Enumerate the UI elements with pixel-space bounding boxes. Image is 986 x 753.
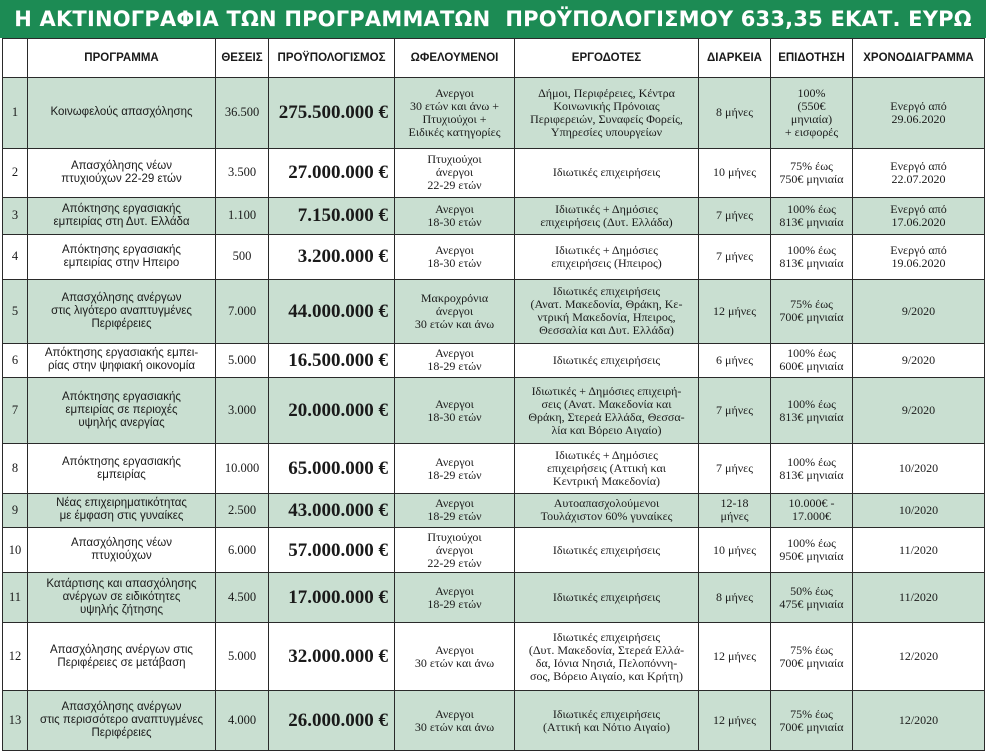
row-number-text: 1	[11, 105, 19, 120]
row-number-text: 6	[11, 352, 19, 367]
duration-value	[699, 622, 771, 690]
program-name-text: Απόκτησης εργασιακής εμπειρίας στην Ηπειρο	[62, 243, 181, 269]
employers-value-text: Ιδιωτικές + Δημόσιες επιχειρή- σεις (Ανατ. Μακεδονία και Θράκη, Στερεά Ελλάδα, Θεσσα- λία και Βόρειο Αιγαίο)	[528, 383, 685, 437]
table-row	[3, 622, 985, 690]
duration-value-text: 8 μήνες	[716, 590, 753, 605]
schedule-value	[853, 148, 985, 198]
positions-value	[216, 691, 269, 751]
program-name-text: Απασχόλησης νέων πτυχιούχων	[70, 537, 173, 563]
schedule-value	[853, 573, 985, 623]
positions-value-text: 4.000	[227, 713, 257, 728]
subsidy-value	[771, 343, 853, 377]
row-number	[3, 378, 28, 444]
beneficiaries-value-text: Ανεργοι 30 ετών και άνω	[414, 642, 495, 670]
employers-value	[515, 148, 699, 198]
schedule-value-text: 12/2020	[898, 713, 939, 728]
beneficiaries-value	[395, 622, 515, 690]
row-number	[3, 234, 28, 279]
schedule-value-text: Ενεργό από 22.07.2020	[890, 158, 947, 186]
row-number	[3, 622, 28, 690]
schedule-value	[853, 343, 985, 377]
subsidy-value-text: 50% έως 475€ μηνιαία	[779, 583, 844, 611]
subsidy-value	[771, 279, 853, 343]
beneficiaries-value-text: Πτυχιούχοι άνεργοι 22-29 ετών	[427, 152, 482, 193]
positions-value	[216, 148, 269, 198]
program-name-text: Απασχόλησης ανέργων στις Περιφέρειες σε μετάβαση	[50, 643, 193, 669]
employers-value-text: Ιδιωτικές + Δημόσιες επιχειρήσεις (Ηπειρος)	[551, 242, 662, 270]
subsidy-value	[771, 573, 853, 623]
budget-value	[269, 234, 395, 279]
beneficiaries-value-text: Μακροχρόνια άνεργοι 30 ετών και άνω	[414, 290, 495, 331]
duration-value-text: 10 μήνες	[713, 165, 756, 180]
program-name-text: Απασχόλησης ανέργων στις περισσότερο αναπτυγμένες Περιφέρειες	[39, 701, 204, 740]
beneficiaries-value	[395, 279, 515, 343]
budget-value-text: 275.500.000 €	[278, 102, 388, 124]
schedule-value-text: 9/2020	[901, 352, 936, 367]
subsidy-value	[771, 378, 853, 444]
duration-value	[699, 444, 771, 494]
subsidy-value-text: 75% έως 700€ μηνιαία	[779, 706, 844, 734]
program-name	[28, 378, 216, 444]
program-name	[28, 78, 216, 149]
beneficiaries-value-text: Πτυχιούχοι άνεργοι 22-29 ετών	[427, 529, 482, 570]
program-name-text: Απόκτησης εργασιακής εμπειρίας στη Δυτ. Ελλάδα	[53, 202, 190, 228]
duration-value	[699, 573, 771, 623]
subsidy-value	[771, 528, 853, 573]
header-subsidy: ΕΠΙΔΟΤΗΣΗ	[771, 39, 853, 78]
beneficiaries-value-text: Ανεργοι 18-29 ετών	[427, 583, 482, 611]
row-number	[3, 691, 28, 751]
header-schedule: ΧΡΟΝΟΔΙΑΓΡΑΜΜΑ	[853, 39, 985, 78]
employers-value	[515, 343, 699, 377]
duration-value	[699, 234, 771, 279]
beneficiaries-value	[395, 573, 515, 623]
budget-value-text: 43.000.000 €	[288, 499, 388, 521]
positions-value-text: 500	[232, 249, 252, 264]
subsidy-value-text: 75% έως 700€ μηνιαία	[779, 297, 844, 325]
employers-value	[515, 493, 699, 527]
duration-value	[699, 78, 771, 149]
subsidy-value-text: 100% έως 813€ μηνιαία	[779, 454, 844, 482]
budget-value-text: 27.000.000 €	[288, 162, 388, 184]
row-number-text: 12	[8, 649, 22, 664]
row-number-text: 2	[11, 165, 19, 180]
subsidy-value-text: 100% έως 950€ μηνιαία	[779, 536, 844, 564]
employers-value-text: Ιδιωτικές επιχειρήσεις (Δυτ. Μακεδονία, Στερεά Ελλά- δα, Ιόνια Νησιά, Πελοπόννη- σος, Βόρειο Αιγαίο, και Κρήτη)	[528, 629, 685, 683]
duration-value	[699, 691, 771, 751]
positions-value	[216, 78, 269, 149]
employers-value	[515, 622, 699, 690]
budget-value	[269, 444, 395, 494]
schedule-value-text: Ενεργό από 17.06.2020	[890, 201, 947, 229]
schedule-value-text: 9/2020	[901, 403, 936, 418]
budget-value	[269, 343, 395, 377]
row-number-text: 11	[8, 590, 22, 605]
header-positions: ΘΕΣΕΙΣ	[216, 39, 269, 78]
schedule-value-text: 12/2020	[898, 649, 939, 664]
table-row	[3, 148, 985, 198]
program-name-text: Απασχόλησης ανέργων στις λιγότερο αναπτυγμένες Περιφέρειες	[51, 291, 192, 330]
duration-value	[699, 378, 771, 444]
schedule-value-text: 10/2020	[898, 461, 939, 476]
duration-value	[699, 279, 771, 343]
positions-value	[216, 198, 269, 234]
beneficiaries-value	[395, 444, 515, 494]
table-row	[3, 234, 985, 279]
table-row	[3, 78, 985, 149]
positions-value-text: 1.100	[227, 208, 257, 223]
beneficiaries-value-text: Ανεργοι 18-30 ετών	[427, 396, 482, 424]
budget-value	[269, 279, 395, 343]
positions-value-text: 3.500	[227, 165, 257, 180]
beneficiaries-value	[395, 528, 515, 573]
page-title: Η ΑΚΤΙΝΟΓΡΑΦΙΑ ΤΩΝ ΠΡΟΓΡΑΜΜΑΤΩΝ ΠΡΟΫΠΟΛΟΓΙΣΜΟΥ 633,35 ΕΚΑΤ. ΕΥΡΩ	[0, 0, 986, 38]
employers-value-text: Δήμοι, Περιφέρειες, Κέντρα Κοινωνικής Πρόνοιας Περιφερειών, Συναφείς Φορείς, Υπηρεσίες υπουργείων	[530, 85, 683, 139]
row-number	[3, 279, 28, 343]
budget-value-text: 20.000.000 €	[288, 400, 388, 422]
budget-value	[269, 691, 395, 751]
row-number	[3, 444, 28, 494]
program-name-text: Κατάρτισης και απασχόλησης ανέργων σε ειδικότητες υψηλής ζήτησης	[46, 578, 197, 617]
table-row	[3, 691, 985, 751]
employers-value	[515, 528, 699, 573]
duration-value-text: 12 μήνες	[713, 649, 756, 664]
row-number-text: 9	[11, 502, 19, 517]
beneficiaries-value-text: Ανεργοι 18-29 ετών	[427, 454, 482, 482]
row-number-text: 5	[11, 303, 19, 318]
schedule-value	[853, 493, 985, 527]
row-number-text: 13	[8, 713, 22, 728]
duration-value	[699, 148, 771, 198]
budget-value-text: 44.000.000 €	[288, 300, 388, 322]
header-program: ΠΡΟΓΡΑΜΜΑ	[28, 39, 216, 78]
row-number-text: 7	[11, 403, 19, 418]
beneficiaries-value-text: Ανεργοι 30 ετών και άνω + Πτυχιούχοι + Ειδικές κατηγορίες	[408, 85, 501, 139]
program-name	[28, 573, 216, 623]
positions-value-text: 4.500	[227, 590, 257, 605]
budget-value	[269, 378, 395, 444]
row-number	[3, 343, 28, 377]
positions-value	[216, 378, 269, 444]
positions-value-text: 10.000	[224, 461, 260, 476]
schedule-value	[853, 234, 985, 279]
header-budget: ΠΡΟΫΠΟΛΟΓΙΣΜΟΣ	[269, 39, 395, 78]
table-header-row	[3, 39, 985, 78]
duration-value-text: 12 μήνες	[713, 713, 756, 728]
program-name-text: Απασχόλησης νέων πτυχιούχων 22-29 ετών	[61, 159, 182, 185]
table-row	[3, 378, 985, 444]
duration-value-text: 8 μήνες	[716, 105, 753, 120]
row-number-text: 8	[11, 461, 19, 476]
budget-value-text: 17.000.000 €	[288, 587, 388, 609]
subsidy-value-text: 10.000€ - 17.000€	[788, 496, 835, 524]
budget-value-text: 7.150.000 €	[297, 205, 388, 227]
schedule-value-text: Ενεργό από 29.06.2020	[890, 98, 947, 126]
subsidy-value-text: 100% έως 813€ μηνιαία	[779, 396, 844, 424]
positions-value	[216, 343, 269, 377]
schedule-value	[853, 198, 985, 234]
header-number	[3, 39, 28, 78]
employers-value-text: Ιδιωτικές επιχειρήσεις	[552, 165, 661, 180]
positions-value	[216, 573, 269, 623]
subsidy-value-text: 100% έως 813€ μηνιαία	[779, 242, 844, 270]
subsidy-value	[771, 444, 853, 494]
schedule-value-text: 11/2020	[899, 542, 938, 557]
duration-value-text: 7 μήνες	[716, 461, 753, 476]
budget-value	[269, 78, 395, 149]
program-name	[28, 528, 216, 573]
positions-value	[216, 622, 269, 690]
duration-value-text: 7 μήνες	[716, 403, 753, 418]
beneficiaries-value	[395, 493, 515, 527]
subsidy-value	[771, 78, 853, 149]
beneficiaries-value	[395, 234, 515, 279]
employers-value	[515, 78, 699, 149]
row-number	[3, 493, 28, 527]
program-name-text: Απόκτησης εργασιακής εμπειρίας σε περιοχές υψηλής ανεργίας	[62, 391, 181, 430]
employers-value-text: Ιδιωτικές επιχειρήσεις	[552, 590, 661, 605]
row-number-text: 3	[11, 208, 19, 223]
table-row	[3, 493, 985, 527]
schedule-value	[853, 378, 985, 444]
row-number	[3, 148, 28, 198]
employers-value-text: Αυτοαπασχολούμενοι Τουλάχιστον 60% γυναίκες	[540, 496, 673, 524]
duration-value	[699, 198, 771, 234]
program-name	[28, 493, 216, 527]
table-row	[3, 198, 985, 234]
program-name	[28, 148, 216, 198]
schedule-value-text: 10/2020	[898, 502, 939, 517]
employers-value-text: Ιδιωτικές + Δημόσιες επιχειρήσεις (Αττική και Κεντρική Μακεδονία)	[547, 448, 666, 489]
positions-value	[216, 444, 269, 494]
duration-value-text: 12-18 μήνες	[720, 496, 749, 524]
schedule-value	[853, 78, 985, 149]
budget-value	[269, 198, 395, 234]
budget-value	[269, 148, 395, 198]
duration-value	[699, 528, 771, 573]
subsidy-value	[771, 148, 853, 198]
positions-value-text: 7.000	[227, 303, 257, 318]
employers-value	[515, 198, 699, 234]
beneficiaries-value	[395, 378, 515, 444]
duration-value-text: 7 μήνες	[716, 208, 753, 223]
table-row	[3, 343, 985, 377]
subsidy-value	[771, 691, 853, 751]
duration-value	[699, 343, 771, 377]
program-name	[28, 691, 216, 751]
table-row	[3, 573, 985, 623]
beneficiaries-value	[395, 343, 515, 377]
table-row	[3, 279, 985, 343]
subsidy-value-text: 100% έως 600€ μηνιαία	[779, 346, 844, 374]
budget-value-text: 32.000.000 €	[288, 646, 388, 668]
program-name	[28, 234, 216, 279]
duration-value-text: 6 μήνες	[716, 352, 753, 367]
employers-value	[515, 234, 699, 279]
employers-value-text: Ιδιωτικές επιχειρήσεις	[552, 542, 661, 557]
positions-value-text: 6.000	[227, 542, 257, 557]
employers-value-text: Ιδιωτικές επιχειρήσεις (Ανατ. Μακεδονία, Θράκη, Κε- ντρική Μακεδονία, Ηπειρος, Θεσσαλία και Δυτ. Ελλάδα)	[530, 284, 683, 338]
beneficiaries-value	[395, 148, 515, 198]
row-number	[3, 198, 28, 234]
beneficiaries-value	[395, 198, 515, 234]
program-name	[28, 622, 216, 690]
subsidy-value-text: 100% (550€ μηνιαία) + εισφορές	[784, 85, 839, 139]
budget-value-text: 26.000.000 €	[288, 710, 388, 732]
positions-value	[216, 528, 269, 573]
subsidy-value-text: 75% έως 700€ μηνιαία	[779, 642, 844, 670]
positions-value-text: 5.000	[227, 649, 257, 664]
positions-value	[216, 493, 269, 527]
budget-value-text: 65.000.000 €	[288, 458, 388, 480]
duration-value-text: 7 μήνες	[716, 249, 753, 264]
schedule-value	[853, 622, 985, 690]
employers-value-text: Ιδιωτικές επιχειρήσεις	[552, 352, 661, 367]
row-number	[3, 528, 28, 573]
duration-value	[699, 493, 771, 527]
row-number	[3, 573, 28, 623]
schedule-value	[853, 444, 985, 494]
row-number-text: 4	[11, 249, 19, 264]
beneficiaries-value-text: Ανεργοι 18-29 ετών	[427, 496, 482, 524]
subsidy-value	[771, 198, 853, 234]
schedule-value	[853, 279, 985, 343]
budget-value-text: 16.500.000 €	[288, 349, 388, 371]
beneficiaries-value-text: Ανεργοι 30 ετών και άνω	[414, 706, 495, 734]
budget-value	[269, 493, 395, 527]
program-name	[28, 343, 216, 377]
employers-value	[515, 691, 699, 751]
beneficiaries-value-text: Ανεργοι 18-30 ετών	[427, 242, 482, 270]
subsidy-value-text: 75% έως 750€ μηνιαία	[779, 158, 844, 186]
header-beneficiaries: ΩΦΕΛΟΥΜΕΝΟΙ	[395, 39, 515, 78]
budget-value-text: 57.000.000 €	[288, 539, 388, 561]
budget-value	[269, 573, 395, 623]
duration-value-text: 10 μήνες	[713, 542, 756, 557]
duration-value-text: 12 μήνες	[713, 303, 756, 318]
beneficiaries-value-text: Ανεργοι 18-30 ετών	[427, 201, 482, 229]
employers-value-text: Ιδιωτικές επιχειρήσεις (Αττική και Νότιο Αιγαίο)	[542, 706, 671, 734]
program-name-text: Κοινωφελούς απασχόλησης	[50, 106, 193, 119]
table-row	[3, 528, 985, 573]
positions-value-text: 36.500	[224, 105, 260, 120]
program-name-text: Απόκτησης εργασιακής εμπει- ρίας στην ψηφιακή οικονομία	[44, 347, 199, 373]
employers-value	[515, 573, 699, 623]
positions-value	[216, 234, 269, 279]
budget-value-text: 3.200.000 €	[297, 246, 388, 268]
schedule-value	[853, 528, 985, 573]
row-number	[3, 78, 28, 149]
budget-value	[269, 622, 395, 690]
schedule-value	[853, 691, 985, 751]
header-duration: ΔΙΑΡΚΕΙΑ	[699, 39, 771, 78]
program-name	[28, 444, 216, 494]
employers-value	[515, 279, 699, 343]
subsidy-value-text: 100% έως 813€ μηνιαία	[779, 201, 844, 229]
subsidy-value	[771, 622, 853, 690]
beneficiaries-value-text: Ανεργοι 18-29 ετών	[427, 346, 482, 374]
positions-value-text: 5.000	[227, 352, 257, 367]
budget-value	[269, 528, 395, 573]
employers-value-text: Ιδιωτικές + Δημόσιες επιχειρήσεις (Δυτ. Ελλάδα)	[540, 201, 673, 229]
positions-value-text: 2.500	[227, 502, 257, 517]
positions-value	[216, 279, 269, 343]
employers-value	[515, 444, 699, 494]
schedule-value-text: 11/2020	[899, 590, 938, 605]
employers-value	[515, 378, 699, 444]
subsidy-value	[771, 493, 853, 527]
row-number-text: 10	[8, 542, 22, 557]
header-employers: ΕΡΓΟΔΟΤΕΣ	[515, 39, 699, 78]
program-name	[28, 279, 216, 343]
program-name-text: Απόκτησης εργασιακής εμπειρίας	[62, 455, 181, 481]
beneficiaries-value	[395, 78, 515, 149]
beneficiaries-value	[395, 691, 515, 751]
program-name-text: Νέας επιχειρηματικότητας με έμφαση στις γυναίκες	[56, 497, 187, 523]
schedule-value-text: Ενεργό από 19.06.2020	[890, 242, 947, 270]
subsidy-value	[771, 234, 853, 279]
programs-table	[2, 38, 985, 751]
schedule-value-text: 9/2020	[901, 303, 936, 318]
table-row	[3, 444, 985, 494]
positions-value-text: 3.000	[227, 403, 257, 418]
program-name	[28, 198, 216, 234]
